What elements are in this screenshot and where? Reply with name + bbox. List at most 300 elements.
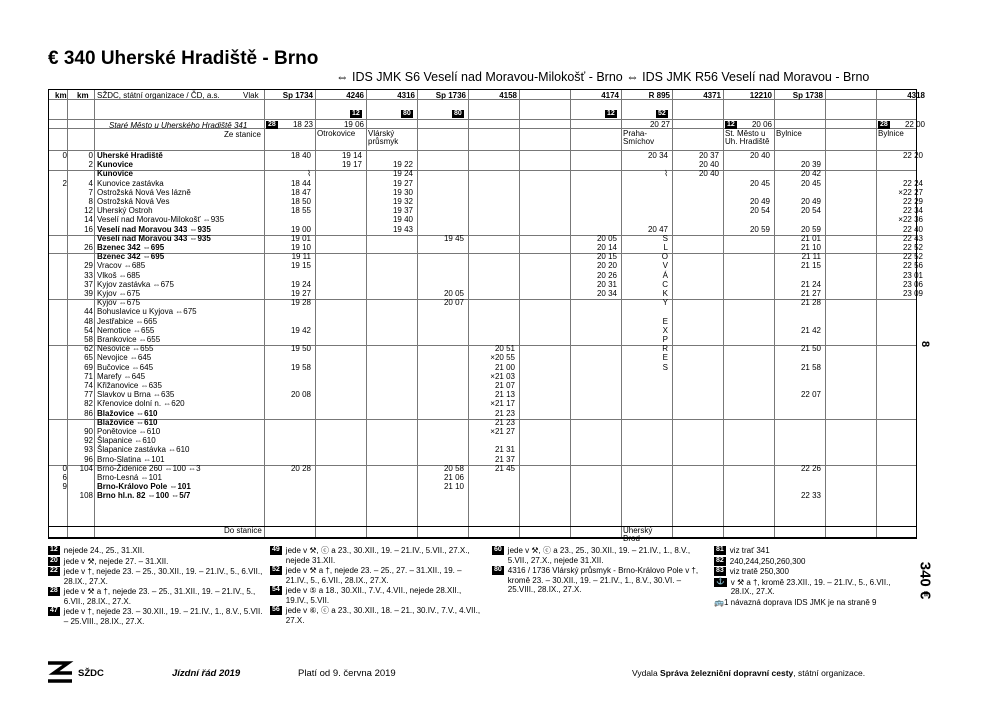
km-value: 33 [84,270,93,280]
note-item [48,546,263,556]
departure-time: 19 30 [392,187,413,197]
km-value: 108 [79,491,93,501]
departure-time: ×22 36 [898,215,923,225]
start-time: 20 27 [649,120,670,129]
km-value: 14 [84,215,93,225]
note-text: jede v ⚒ a †, nejede 23. – 25., 31.XII., 19. – 21.IV., 5., 6.VII., 28.IX., 27.X. [63,587,256,606]
note-text: jede v ⚒ a †, nejede 23. – 25., 27. – 31.XII., 19. – 21.IV., 5., 6.VII., 28.IX., 27.X. [285,566,462,585]
km-value: 82 [84,399,93,409]
column-divider [468,90,469,538]
km-value: 65 [84,353,93,363]
km-value: 104 [79,463,93,473]
departure-time: Á [662,270,668,280]
departure-time: 20 34 [596,289,617,298]
km-value: 0 [62,151,67,160]
km-value: 92 [84,436,93,446]
column-divider [315,90,316,538]
column-divider [570,90,571,538]
train-number: R 895 [648,91,670,100]
station-name: Brno-Slatina ⇔101 [97,454,165,464]
km-value: 62 [84,344,93,354]
departure-time: 20 42 [800,169,821,179]
publisher-bold: Správa železniční dopravní cesty [660,668,794,678]
departure-time: 19 15 [290,261,311,271]
departure-time: 21 58 [800,362,821,372]
note-item [714,567,914,577]
note-item [270,606,485,625]
departure-time: 19 50 [290,344,311,354]
note-text: viz tratě 250,300 [729,567,789,576]
note-item [714,557,914,567]
station-name: Kyjov ⇔675 [97,298,141,308]
szdc-logo-icon [46,660,74,686]
departure-time: 21 45 [494,463,515,473]
km-value: 44 [84,307,93,317]
row-divider [49,526,916,527]
start-time: 22 00 [904,120,925,129]
note-badge: ⚓ [716,577,725,585]
station-name: Nemotice ⇔655 [97,325,155,335]
departure-time: ⌇ [307,169,311,179]
origin-station: Vlárský průsmyk [368,129,399,147]
departure-time: O [661,252,668,262]
departure-time: 22 20 [902,151,923,160]
departure-time: 19 22 [392,160,413,170]
departure-time: 19 37 [392,206,413,216]
departure-time: 19 14 [341,151,362,160]
origin-station: Bylnice [776,129,802,138]
service-badge: 80 [454,110,462,117]
note-item [48,587,263,606]
station-name: Nesovice ⇔655 [97,344,154,354]
departure-time: 22 29 [902,197,923,206]
km-value: 7 [88,187,93,197]
note-item [270,566,485,585]
departure-time: ×20 55 [490,353,515,363]
km-value: 58 [84,335,93,344]
origin-station: St. Město u Uh. Hradiště [725,129,770,147]
departure-time: E [662,353,668,363]
column-divider [876,90,877,538]
departure-time: 19 28 [290,298,311,308]
note-item [48,567,263,586]
ze-stanice-label: Ze stanice [224,130,261,139]
departure-time: 22 40 [902,224,923,234]
departure-time: 20 54 [749,206,770,216]
departure-time: S [662,233,668,243]
departure-time: 21 31 [494,445,515,455]
footer-book: Jízdní řád 2019 [172,668,241,679]
origin-station: Bylnice [878,129,904,138]
departure-time: 21 24 [800,279,821,289]
km-value: 12 [84,206,93,216]
row-divider [49,150,916,151]
station-name: Vlkoš ⇔685 [97,270,141,280]
station-name: Veselí nad Moravou 343 ⇔935 [97,233,211,243]
departure-time: 21 37 [494,454,515,464]
departure-time: 19 11 [291,252,311,262]
departure-time: 22 52 [902,252,923,262]
column-divider [264,90,265,538]
departure-time: 20 51 [494,344,515,354]
service-badge: 52 [658,110,666,117]
station-name: Uherské Hradiště [97,151,163,160]
station-name: Ponětovice ⇔610 [97,427,161,436]
departure-time: 22 26 [800,463,821,473]
km-value: 48 [84,316,93,326]
departure-time: 19 32 [392,197,413,206]
departure-time: 21 15 [800,261,821,271]
departure-time: 22 07 [800,390,821,400]
departure-time: S [662,362,668,372]
km-value: 0 [88,151,93,160]
station-name: Brno hl.n. 82 ⇔100 ⇔5/7 [97,491,191,501]
note-text: jede v †, nejede 23. – 25., 30.XII., 19. – 21.IV., 5., 6.VII., 28.IX., 27.X. [63,567,263,586]
departure-time: 21 27 [800,289,821,298]
departure-time: 23 06 [902,279,923,289]
station-name: Ostrožská Nová Ves [97,197,170,206]
train-number: Sp 1734 [282,91,313,100]
start-badge: 28 [268,121,276,128]
departure-time: 20 34 [647,151,668,160]
stare-mesto-row: Staré Město u Uherského Hradiště 341 [109,121,248,130]
note-item [270,586,485,605]
publisher-pre: Vydala [632,668,661,678]
km-value: 29 [84,261,93,271]
start-badge: 12 [727,121,735,128]
departure-time: X [662,325,668,335]
departure-time: 20 14 [596,243,617,252]
train-number: 12210 [749,91,772,100]
page-title: € 340 Uherské Hradiště - Brno [48,48,319,69]
departure-time: 22 24 [902,178,923,188]
departure-time: 20 05 [596,233,617,243]
station-name: Kyjov zastávka ⇔675 [97,279,174,289]
departure-time: ×21 17 [490,399,515,409]
station-name: Veselí nad Moravou-Milokošť ⇔935 [97,215,225,225]
station-name: Bohuslavice u Kyjova ⇔675 [97,307,197,317]
departure-time: 21 23 [494,417,515,427]
departure-time: 19 58 [290,362,311,372]
km-value: 39 [84,289,93,298]
station-name: Brankovice ⇔655 [97,335,161,344]
train-number: Sp 1738 [792,91,823,100]
km-value: 2 [88,160,93,170]
station-name: Kunovice zastávka [97,178,164,188]
departure-time: 20 59 [749,224,770,234]
departure-time: 22 34 [902,206,923,216]
departure-time: 20 28 [290,463,311,473]
station-name: Bučovice ⇔645 [97,362,154,372]
note-text: nejede 24., 25., 31.XII. [63,546,145,555]
note-badge: 56 [272,606,280,613]
note-badge: 52 [272,566,280,573]
service-badge: 12 [352,110,360,117]
km-divider [94,90,95,538]
origin-station: Praha-Smíchov [623,129,655,147]
departure-time: 21 00 [494,362,515,372]
departure-time: 19 27 [290,289,311,298]
departure-time: 21 10 [800,243,821,252]
station-name: Nevojice ⇔645 [97,353,152,363]
km-value: 69 [84,362,93,372]
station-name: Blažovice ⇔610 [97,408,158,418]
departure-time: K [662,289,668,298]
departure-time: 20 49 [800,197,821,206]
note-item [270,546,485,565]
note-item [714,578,914,597]
departure-time: 21 13 [494,390,515,400]
footer-brand: SŽDC [78,668,104,679]
note-badge: 83 [716,567,724,574]
departure-time: 21 42 [800,325,821,335]
note-badge: 82 [716,556,724,564]
km-value: 86 [84,408,93,418]
km-value: 4 [88,178,93,188]
note-badge: 54 [272,586,280,593]
station-name: Vracov ⇔685 [97,261,146,271]
departure-time: 23 09 [902,289,923,298]
note-text: 🚌1 návazná doprava IDS JMK je na straně 9 [714,597,877,607]
departure-time: V [662,261,668,271]
note-badge: 80 [494,566,502,573]
note-text: jede v ⚒, ⓒ a 23., 30.XII., 19. – 21.IV., 5.VII., 27.X., nejede 31.XII. [285,546,470,565]
train-number: 4371 [703,91,721,100]
destination-station: Uherský Brod [623,526,653,544]
station-name: Uherský Ostroh [97,206,153,216]
note-item [492,546,707,565]
start-time: 19 06 [343,120,364,129]
km-value: 77 [84,390,93,400]
departure-time: P [662,335,668,344]
column-divider [519,90,520,538]
km-value: 8 [88,197,93,206]
start-time: 18 23 [292,120,313,129]
note-text: 4316 / 1736 Vlárský průsmyk - Brno-Královo Pole v †, kromě 23. – 30.XII., 19. – 21.IV., 1., 8.V., 30.VI. – 25.VIII., 28.IX., 27.X. [507,566,699,594]
departure-time: 20 20 [596,261,617,271]
notes-col-1 [48,546,263,627]
departure-time: 19 40 [392,215,413,225]
departure-time: 20 37 [698,151,719,160]
origin-station: Otrokovice [317,129,356,138]
station-name: Slavkov u Brna ⇔635 [97,390,175,400]
departure-time: 20 59 [800,224,821,234]
service-badge: 12 [607,110,615,117]
km-value: 6 [62,473,67,482]
km-value: 2 [62,178,67,188]
departure-time: 20 26 [596,270,617,280]
departure-time: 20 05 [443,289,464,298]
departure-time: C [662,279,668,289]
departure-time: 22 33 [800,491,821,501]
departure-time: 21 50 [800,344,821,354]
column-divider [621,90,622,538]
departure-time: ×22 27 [898,187,923,197]
column-divider [825,90,826,538]
departure-time: 21 11 [801,252,821,262]
column-divider [672,90,673,538]
station-name: Brno-Lesná ⇔101 [97,473,162,482]
km-value: 9 [62,482,67,492]
row-divider [49,119,916,120]
train-number: Sp 1736 [435,91,466,100]
note-badge: 81 [716,546,724,553]
column-divider [417,90,418,538]
departure-time: 19 24 [290,279,311,289]
departure-time: 18 55 [290,206,311,216]
service-badge: 80 [403,110,411,117]
departure-time: E [662,316,668,326]
departure-time: 19 43 [392,224,413,234]
note-text: viz trať 341 [729,546,770,555]
departure-time: 21 06 [443,473,464,482]
column-divider [774,90,775,538]
departure-time: 20 45 [800,178,821,188]
station-name: Marefy ⇔645 [97,371,146,381]
ids-routes: ⇔ IDS JMK S6 Veselí nad Moravou-Milokošť - Brno ⇔ IDS JMK R56 Veselí nad Moravou - Brno [336,70,870,84]
station-name: Šlapanice ⇔610 [97,436,156,446]
train-number: 4316 [397,91,415,100]
departure-time: 20 40 [698,160,719,170]
departure-time: 18 47 [290,187,311,197]
station-name: Ostrožská Nová Ves lázně [97,187,191,197]
departure-time: 20 15 [596,252,617,262]
station-name: Bzenec 342 ⇔695 [97,252,165,262]
note-text: jede v ⑤ a 18., 30.XII., 7.V., 4.VII., nejede 28.XII., 19.IV., 5.VII. [285,586,462,605]
station-name: Kyjov ⇔675 [97,289,141,298]
note-text: 240,244,250,260,300 [729,556,806,566]
notes-col-3 [492,546,707,596]
station-name: Šlapanice zastávka ⇔610 [97,445,190,455]
station-name: Bzenec 342 ⇔695 [97,243,165,252]
note-text: v ⚒ a †, kromě 23.XII., 19. – 21.IV., 5., 6.VII., 28.IX., 27.X. [730,577,891,596]
train-number: 4158 [499,91,517,100]
note-badge: 49 [272,546,280,553]
start-time: 20 06 [751,120,772,129]
departure-time: 21 01 [800,233,821,243]
departure-time: 20 54 [800,206,821,216]
departure-time: 19 17 [341,160,362,170]
station-name: Křenovice dolní n. ⇔620 [97,399,185,409]
departure-time: 19 00 [290,224,311,234]
departure-time: 20 58 [443,463,464,473]
km-value: 37 [84,279,93,289]
departure-time: ×21 27 [490,427,515,436]
km-value: 74 [84,381,93,390]
departure-time: 20 08 [290,390,311,400]
note-badge: 20 [50,556,58,564]
departure-time: 19 10 [290,243,311,252]
footer-publisher [632,668,865,678]
departure-time: 22 56 [902,261,923,271]
start-badge: 28 [880,121,888,128]
departure-time: 20 49 [749,197,770,206]
station-name: Kunovice [97,160,134,170]
departure-time: 20 40 [698,169,719,179]
departure-time: 20 40 [749,151,770,160]
note-item [714,598,914,608]
column-divider [366,90,367,538]
timetable [48,89,925,544]
departure-time: 19 27 [392,178,413,188]
note-text: jede v ⑥, ⓒ a 23., 30.XII., 18. – 21., 30.IV., 7.V., 4.VII., 27.X. [285,606,481,625]
note-item [714,546,914,556]
departure-time: 18 40 [290,151,311,160]
station-name: Brno-Královo Pole ⇔101 [97,482,191,492]
departure-time: 21 28 [800,298,821,308]
km-value: 96 [84,454,93,464]
departure-time: 22 43 [902,233,923,243]
column-divider [723,90,724,538]
departure-time: 20 47 [647,224,668,234]
departure-time: 19 42 [290,325,311,335]
departure-time: ×21 03 [490,371,515,381]
station-name: Brno-Židenice 260 ⇔100 ⇔3 [97,463,201,473]
note-badge: 28 [50,587,58,594]
departure-time: 21 23 [494,408,515,418]
departure-time: 20 39 [800,160,821,170]
train-number: 4318 [907,91,925,100]
note-text: jede v ⚒, nejede 27. – 31.XII. [63,556,169,566]
departure-time: 18 50 [290,197,311,206]
do-stanice-label: Do stanice [224,526,262,535]
note-text: jede v †, nejede 23. – 30.XII., 19. – 21.IV., 1., 8.V., 5.VII. – 25.VIII., 28.IX., 27.X. [63,607,263,626]
train-number: 4174 [601,91,619,100]
station-name: Blažovice ⇔610 [97,417,158,427]
note-item [48,557,263,567]
departure-time: 19 24 [392,169,413,179]
km-divider [67,90,68,538]
line-code-side: 340 € [916,561,934,600]
page-number-side: 8 [919,340,932,348]
note-item [48,607,263,626]
departure-time: R [662,344,668,354]
footer-valid: Platí od 9. června 2019 [298,668,396,679]
note-badge: 47 [50,607,58,614]
departure-time: L [663,243,668,252]
km-value: 16 [84,224,93,234]
notes-col-4 [714,546,914,608]
note-badge: 60 [494,546,502,553]
departure-time: 18 44 [290,178,311,188]
note-badge: 12 [50,546,58,553]
departure-time: 20 45 [749,178,770,188]
station-name: Jestřabice ⇔665 [97,316,158,326]
departure-time: 19 45 [443,233,464,243]
departure-time: 23 01 [902,270,923,280]
notes-col-2 [270,546,485,626]
km2-header: km [77,91,89,100]
departure-time: 20 31 [596,279,617,289]
departure-time: 19 01 [290,233,311,243]
station-name: Veselí nad Moravou 343 ⇔935 [97,224,211,234]
operator-header: SŽDC, státní organizace / ČD, a.s. [97,91,220,100]
departure-time: 21 07 [494,381,515,390]
note-badge: 22 [50,567,58,574]
note-item [492,566,707,595]
km-value: 26 [84,243,93,252]
km1-header: km [55,91,67,100]
km-value: 0 [62,463,67,473]
station-name: Kunovice [97,169,134,179]
km-value: 90 [84,427,93,436]
departure-time: 21 10 [443,482,464,492]
note-text: jede v ⚒, ⓒ a 23., 25., 30.XII., 19. – 21.IV., 1., 8.V., 5.VII., 27.X., nejede 31.XII. [507,546,691,565]
departure-time: 20 07 [443,298,464,308]
departure-time: 22 52 [902,243,923,252]
station-name: Křižanovice ⇔635 [97,381,162,390]
km-value: 71 [84,371,93,381]
